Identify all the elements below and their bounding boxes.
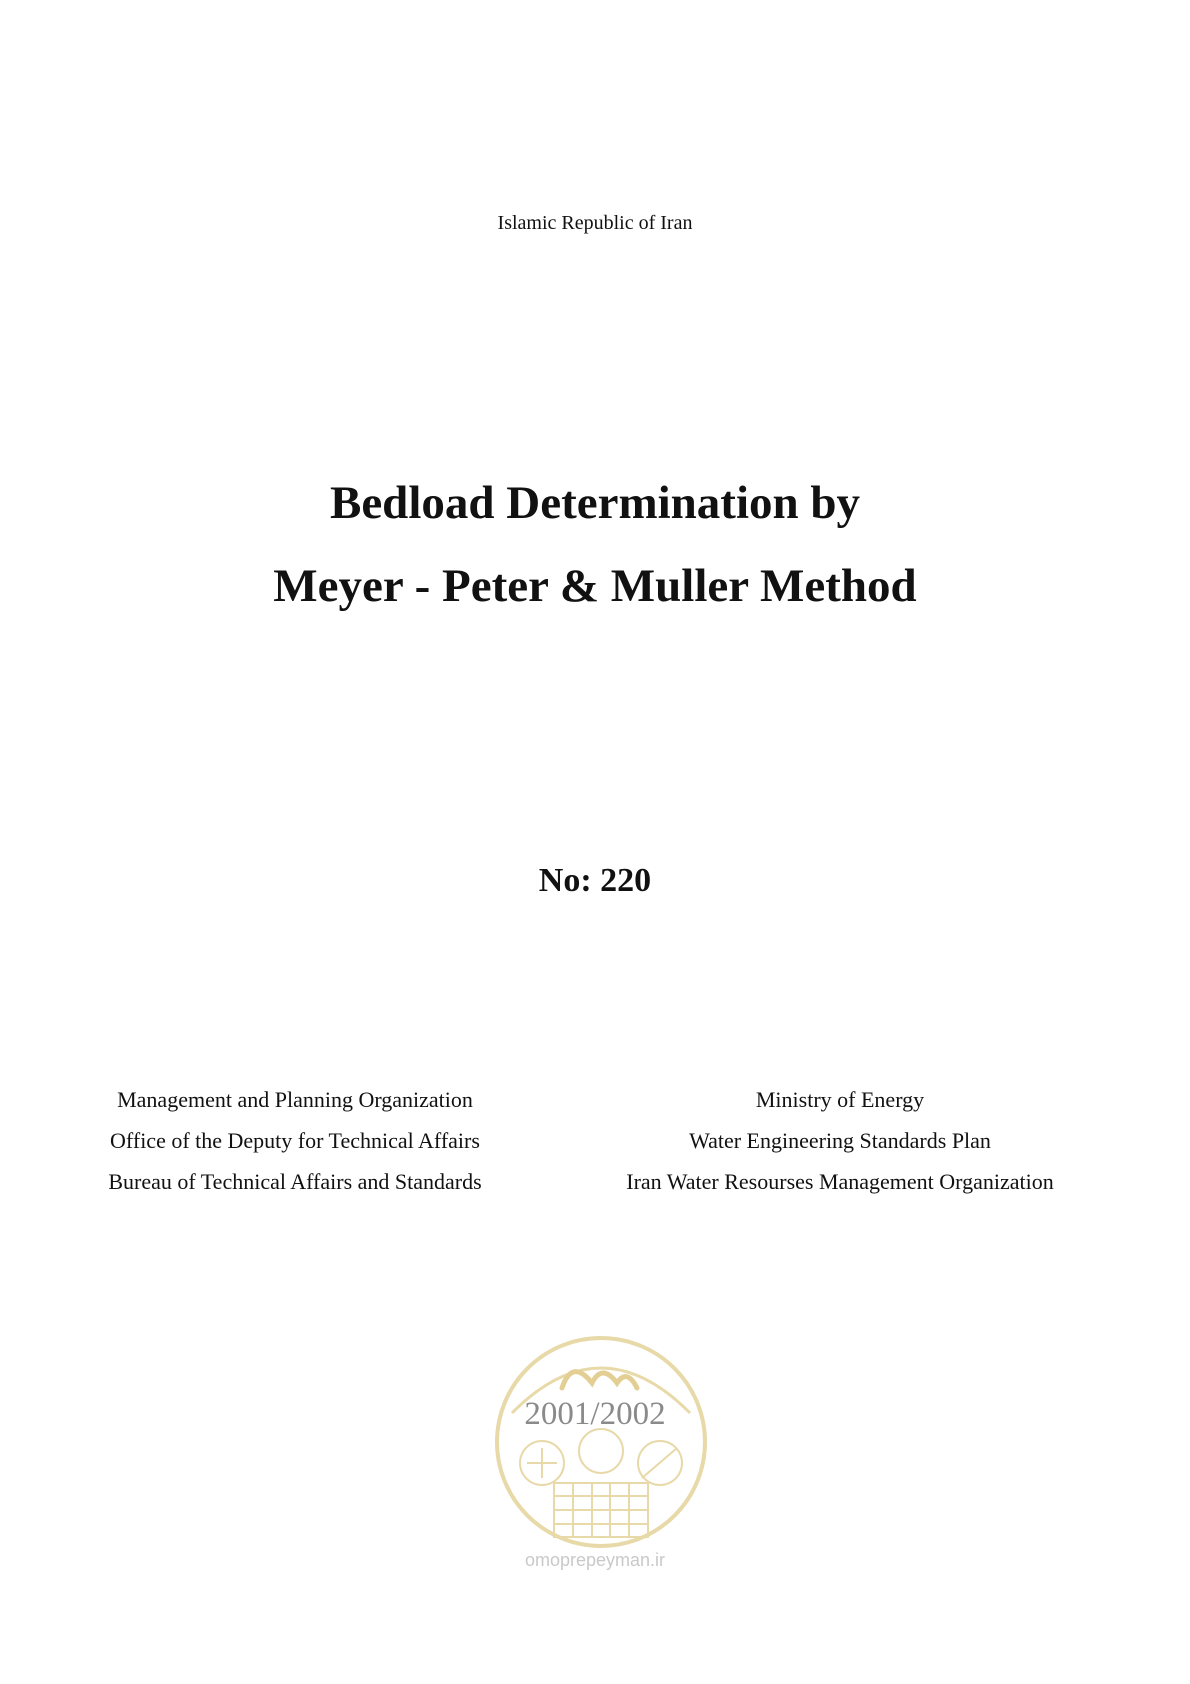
organization-line: Bureau of Technical Affairs and Standards xyxy=(108,1169,482,1194)
organization-line: Iran Water Resourses Management Organization xyxy=(626,1169,1054,1194)
organization-line: Management and Planning Organization xyxy=(117,1087,473,1112)
seal-year-label: 2001/2002 xyxy=(524,1396,666,1432)
country-heading: Islamic Republic of Iran xyxy=(497,212,693,234)
organization-line: Ministry of Energy xyxy=(755,1087,925,1112)
organization-column-left xyxy=(60,1079,530,1202)
organization-line: Office of the Deputy for Technical Affairs xyxy=(110,1128,480,1153)
website-watermark: omoprepeyman.ir xyxy=(524,1550,666,1570)
document-title-line-1: Bedload Determination by xyxy=(329,477,861,529)
document-number: No: 220 xyxy=(538,862,652,899)
document-title-line-2: Meyer - Peter & Muller Method xyxy=(273,560,917,612)
organization-line: Water Engineering Standards Plan xyxy=(689,1128,991,1153)
organization-seal-logo xyxy=(492,1333,710,1551)
organization-column-right xyxy=(590,1079,1090,1202)
